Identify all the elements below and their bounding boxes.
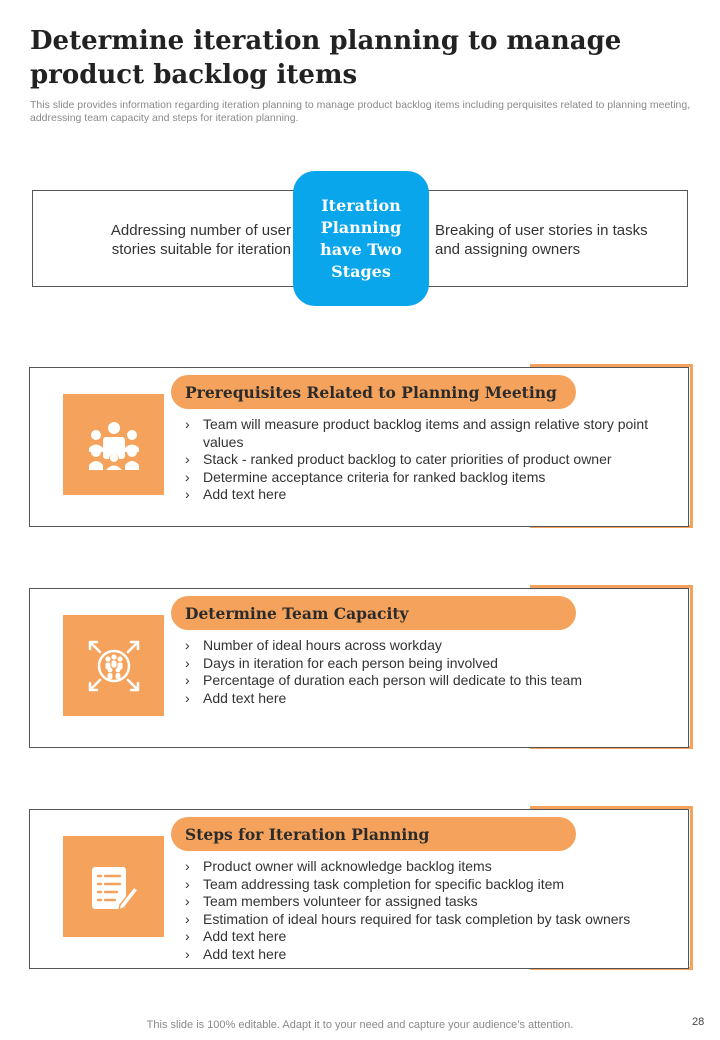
stages-center-badge: Iteration Planning have Two Stages: [293, 171, 429, 306]
chevron-right-icon: ›: [185, 858, 190, 874]
page-title: Determine iteration planning to manage product backlog items: [30, 26, 622, 90]
page-subtitle: This slide provides information regarding iteration planning to manage product backlog items including perquisites related to planning meeting, addressing team capacity and steps for iteration planning.: [30, 99, 691, 124]
chevron-right-icon: ›: [185, 689, 190, 706]
list-item: [185, 893, 665, 911]
section-iteration-steps: [0, 806, 720, 976]
list-item-text: Product owner will acknowledge backlog items: [203, 858, 492, 874]
section-prerequisites: [0, 364, 720, 534]
list-item-text: Team members volunteer for assigned tasks: [203, 893, 478, 910]
section-heading: Prerequisites Related to Planning Meeting: [171, 375, 576, 409]
chevron-right-icon: ›: [185, 451, 190, 468]
list-item-text: Estimation of ideal hours required for task completion by task owners: [203, 910, 631, 927]
list-item-text: Stack - ranked product backlog to cater priorities of product owner: [203, 451, 612, 468]
list-item: [185, 416, 665, 451]
list-item-text: Add text here: [203, 486, 287, 503]
list-item-text: Determine acceptance criteria for ranked backlog items: [203, 468, 546, 485]
stage-one-text: Addressing number of user stories suitable for iteration: [110, 222, 291, 258]
footer-note: This slide is 100% editable. Adapt it to your need and capture your audience’s attention.: [146, 1019, 574, 1031]
list-item-text: Percentage of duration each person will dedicate to this team: [203, 672, 583, 689]
list-item: [185, 486, 665, 504]
meeting-group-icon: [63, 394, 164, 495]
chevron-right-icon: ›: [185, 468, 190, 485]
list-item: [185, 672, 665, 690]
list-item-text: Days in iteration for each person being involved: [203, 654, 498, 671]
chevron-right-icon: ›: [185, 945, 190, 962]
chevron-right-icon: ›: [185, 416, 190, 432]
list-item: [185, 469, 665, 487]
section-heading: Steps for Iteration Planning: [171, 817, 576, 851]
section-team-capacity: [0, 585, 720, 755]
chevron-right-icon: ›: [185, 928, 190, 945]
section-heading: Determine Team Capacity: [171, 596, 576, 630]
section-list: [185, 858, 665, 964]
chevron-right-icon: ›: [185, 893, 190, 910]
list-item-text: Add text here: [203, 945, 287, 962]
chevron-right-icon: ›: [185, 637, 190, 653]
list-item-text: Add text here: [203, 689, 287, 706]
chevron-right-icon: ›: [185, 654, 190, 671]
list-item-text: Number of ideal hours across workday: [203, 637, 442, 653]
list-item-text: Team addressing task completion for specific backlog item: [203, 875, 565, 892]
list-item: [185, 655, 665, 673]
list-item: [185, 690, 665, 708]
list-item: [185, 637, 665, 655]
section-list: [185, 416, 665, 504]
list-item: [185, 451, 665, 469]
list-item: [185, 876, 665, 894]
list-item-text: Team will measure product backlog items and assign relative story point values: [203, 416, 649, 450]
team-expand-icon: [63, 615, 164, 716]
section-list: [185, 637, 665, 707]
page-number: 28: [692, 1016, 705, 1028]
list-item: [185, 911, 665, 929]
list-item-text: Add text here: [203, 928, 287, 945]
list-item: [185, 946, 665, 964]
list-item: [185, 928, 665, 946]
chevron-right-icon: ›: [185, 486, 190, 503]
chevron-right-icon: ›: [185, 910, 190, 927]
chevron-right-icon: ›: [185, 672, 190, 689]
stage-two-text: Breaking of user stories in tasks and assigning owners: [435, 222, 648, 258]
chevron-right-icon: ›: [185, 875, 190, 892]
checklist-document-icon: [63, 836, 164, 937]
list-item: [185, 858, 665, 876]
